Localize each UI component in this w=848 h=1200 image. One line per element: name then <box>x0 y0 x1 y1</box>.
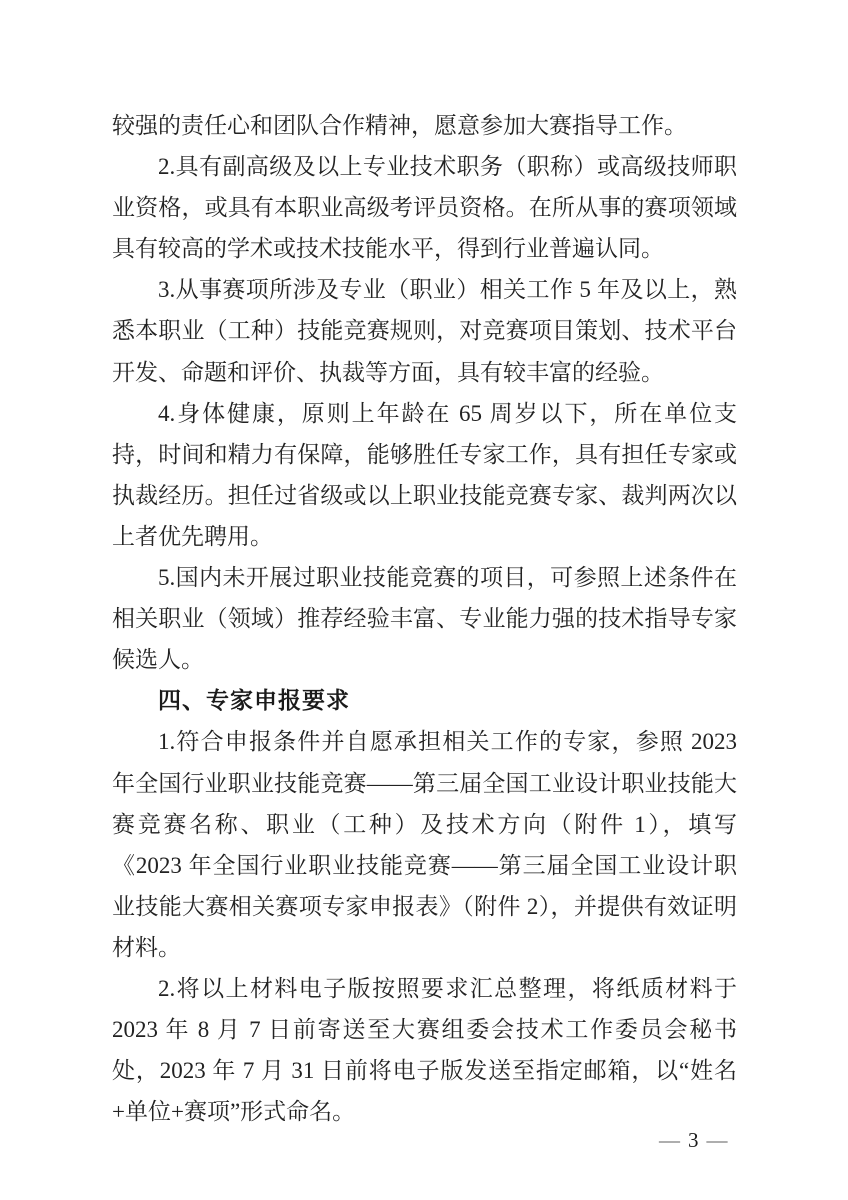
application-item-2: 2.将以上材料电子版按照要求汇总整理，将纸质材料于 2023 年 8 月 7 日前寄送至大赛组委会技术工作委员会秘书处，2023 年 7 月 31 日前将电子版发送至指定邮箱，以“姓名+单位+赛项”形式命名。 <box>112 975 737 1125</box>
application-item-1: 1.符合申报条件并自愿承担相关工作的专家，参照 2023 年全国行业职业技能竞赛——第三届全国工业设计职业技能大赛竞赛名称、职业（工种）及技术方向（附件 1），填写《2023 年全国行业职业技能竞赛——第三届全国工业设计职业技能大赛相关赛项专家申报表》（附件 2），并提供有效证明材料。 <box>112 729 737 960</box>
section-heading: 四、专家申报要求 <box>158 687 350 714</box>
page-footer <box>659 1130 728 1151</box>
footer-dash-right: — <box>706 1128 728 1152</box>
footer-dash-left: — <box>659 1128 680 1152</box>
condition-item-5: 5.国内未开展过职业技能竞赛的项目，可参照上述条件在相关职业（领域）推荐经验丰富、专业能力强的技术指导专家候选人。 <box>112 565 737 673</box>
condition-item-2: 2.具有副高级及以上专业技术职务（职称）或高级技师职业资格，或具有本职业高级考评员资格。在所从事的赛项领域具有较高的学术或技术技能水平，得到行业普遍认同。 <box>112 154 737 262</box>
page-number: 3 <box>688 1128 699 1152</box>
condition-item-3: 3.从事赛项所涉及专业（职业）相关工作 5 年及以上，熟悉本职业（工种）技能竞赛规则，对竞赛项目策划、技术平台开发、命题和评价、执裁等方面，具有较丰富的经验。 <box>112 277 737 385</box>
condition-item-4: 4.身体健康，原则上年龄在 65 周岁以下，所在单位支持，时间和精力有保障，能够胜任专家工作，具有担任专家或执裁经历。担任过省级或以上职业技能竞赛专家、裁判两次以上者优先聘用。 <box>112 400 737 549</box>
paragraph-continued: 较强的责任心和团队合作精神，愿意参加大赛指导工作。 <box>112 113 687 138</box>
document-body <box>112 105 737 1132</box>
